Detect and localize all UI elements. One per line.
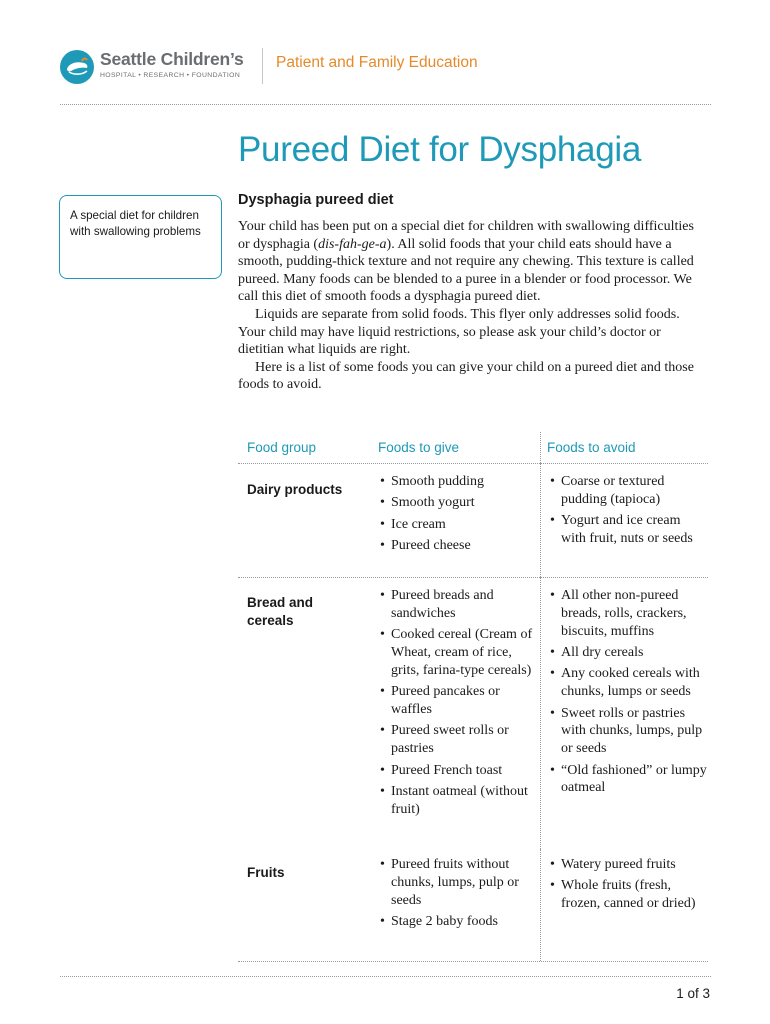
list-item: • Ice cream	[380, 516, 535, 534]
header-section-title: Patient and Family Education	[276, 54, 478, 71]
sidebar-summary-text: A special diet for children with swallowing problems	[70, 209, 201, 238]
org-tagline: HOSPITAL • RESEARCH • FOUNDATION	[100, 72, 241, 79]
list-item: • Pureed breads and sandwiches	[380, 587, 535, 623]
list-item: • Whole fruits (fresh, frozen, canned or dried)	[550, 877, 708, 913]
list-item: • Instant oatmeal (without fruit)	[380, 783, 535, 819]
list-item: • Watery pureed fruits	[550, 856, 708, 874]
pronunciation: dis-fah-ge-a	[318, 236, 387, 252]
dairy-foods-to-avoid-list	[550, 473, 708, 551]
list-item: • Pureed cheese	[380, 537, 535, 555]
page-number: 1 of 3	[676, 986, 710, 1001]
list-item: • Any cooked cereals with chunks, lumps or seeds	[550, 665, 708, 701]
bread-foods-to-give-list	[380, 587, 535, 822]
list-item: • Cooked cereal (Cream of Wheat, cream of rice, grits, farina-type cereals)	[380, 626, 535, 679]
list-item: • Pureed sweet rolls or pastries	[380, 722, 535, 758]
food-group-fruits: Fruits	[247, 865, 285, 880]
footer-rule	[60, 976, 711, 977]
list-item: • Pureed pancakes or waffles	[380, 683, 535, 719]
paragraph-2: Liquids are separate from solid foods. This flyer only addresses solid foods. Your child may have liquid restrictions, so please ask your child’s doctor or dietitian what liquids are right.	[238, 306, 680, 358]
seattle-childrens-whale-logo-icon	[60, 50, 94, 84]
column-divider	[540, 849, 541, 961]
list-item: • Pureed fruits without chunks, lumps, pulp or seeds	[380, 856, 535, 909]
row-divider	[238, 577, 708, 578]
bread-foods-to-avoid-list	[550, 587, 708, 801]
column-divider	[540, 432, 541, 463]
list-item: • Smooth pudding	[380, 473, 535, 491]
column-header-foods-to-give: Foods to give	[378, 440, 460, 455]
column-header-foods-to-avoid: Foods to avoid	[547, 440, 636, 455]
list-item: • Stage 2 baby foods	[380, 913, 535, 931]
list-item: • All other non-pureed breads, rolls, crackers, biscuits, muffins	[550, 587, 708, 640]
list-item: • “Old fashioned” or lumpy oatmeal	[550, 762, 708, 798]
org-name: Seattle Children’s	[100, 49, 244, 69]
list-item: • Sweet rolls or pastries with chunks, lumps, pulp or seeds	[550, 705, 708, 758]
header-divider	[262, 48, 263, 84]
row-divider	[238, 463, 708, 464]
list-item: • Coarse or textured pudding (tapioca)	[550, 473, 708, 509]
paragraph-1: Your child has been put on a special diet for children with swallowing difficulties or dysphagia (dis-fah-ge-a). All solid foods that your child eats should have a smooth, pudding-thick texture and not require any chewing. This texture is called pureed. Many foods can be blended to a puree in a blender or food processor. We call this diet of smooth foods a dysphagia pureed diet.	[238, 219, 694, 305]
page-title: Pureed Diet for Dysphagia	[238, 130, 641, 169]
sidebar-summary-box	[59, 195, 222, 279]
dairy-foods-to-give-list	[380, 473, 535, 559]
food-group-bread-and-cereals: Bread and cereals	[247, 595, 314, 628]
fruits-foods-to-avoid-list	[550, 856, 708, 917]
food-group-dairy-products: Dairy products	[247, 482, 343, 497]
intro-text	[238, 218, 708, 394]
list-item: • All dry cereals	[550, 644, 708, 662]
header-rule	[60, 104, 711, 105]
column-divider	[540, 463, 541, 577]
column-header-food-group: Food group	[247, 440, 317, 455]
list-item: • Smooth yogurt	[380, 494, 535, 512]
row-divider	[238, 961, 708, 962]
fruits-foods-to-give-list	[380, 856, 535, 934]
list-item: • Pureed French toast	[380, 762, 535, 780]
list-item: • Yogurt and ice cream with fruit, nuts or seeds	[550, 512, 708, 548]
section-heading: Dysphagia pureed diet	[238, 192, 394, 208]
paragraph-3: Here is a list of some foods you can give your child on a pureed diet and those foods to avoid.	[238, 359, 694, 393]
column-divider	[540, 577, 541, 849]
page-header	[60, 46, 720, 90]
